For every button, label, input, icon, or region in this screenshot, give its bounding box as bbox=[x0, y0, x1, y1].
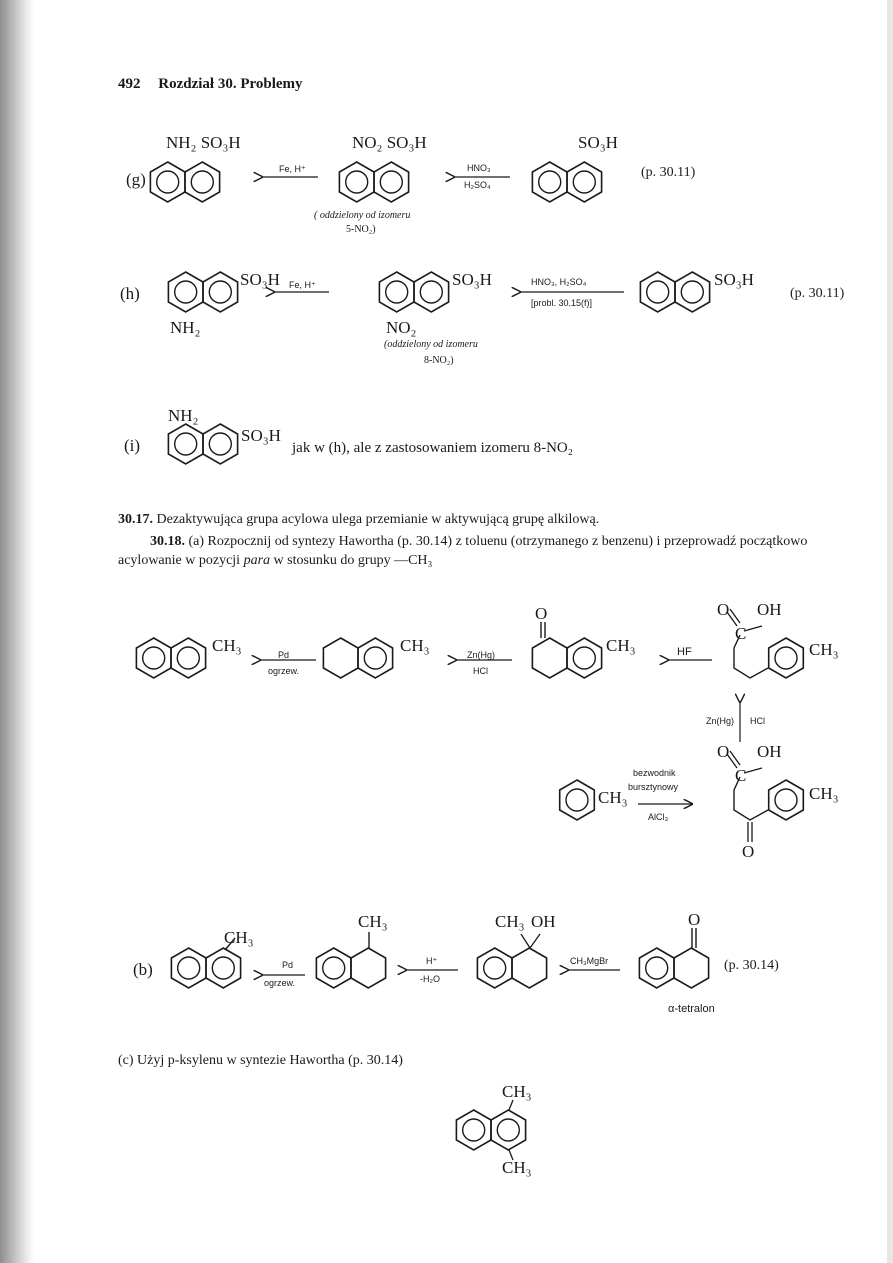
methyltetralin bbox=[323, 638, 392, 678]
scheme-b-ch3-2: CH₃ bbox=[358, 912, 388, 931]
scheme-a-hcl-2: HCl bbox=[750, 716, 765, 726]
scheme-a-ogrzew: ogrzew. bbox=[268, 666, 300, 676]
methyltetralone bbox=[532, 638, 601, 678]
toluene bbox=[560, 780, 595, 820]
row-h-product-sub-bottom: NH₂ bbox=[170, 318, 201, 337]
row-h-reference: (p. 30.11) bbox=[790, 286, 845, 301]
row-h-product-sub-right: SO₃H bbox=[240, 270, 280, 289]
paragraph-30-18 bbox=[118, 532, 830, 570]
scheme-a-hcl: HCl bbox=[473, 666, 488, 676]
scheme-a-c-acid: C bbox=[735, 624, 747, 643]
scheme-a-bursztynowy: bursztynowy bbox=[628, 782, 679, 792]
row-h-label: (h) bbox=[120, 284, 140, 303]
methylnaphthalene bbox=[136, 638, 205, 678]
keto-acid-ring bbox=[769, 780, 804, 820]
row-h-note-1: (oddzielony od izomeru bbox=[384, 339, 478, 350]
paragraph-30-17 bbox=[118, 510, 830, 529]
part-c-ch3-top: CH₃ bbox=[502, 1082, 532, 1101]
part-c-text: (c) Użyj p-ksylenu w syntezie Hawortha (p. 30.14) bbox=[118, 1053, 403, 1068]
scheme-a-znhg-2: Zn(Hg) bbox=[706, 716, 735, 726]
text-30-17: Dezaktywująca grupa acylowa ulega przemianie w aktywującą grupę alkilową. bbox=[156, 512, 600, 527]
naphthalene-h-start bbox=[640, 272, 709, 312]
text-30-18-a: (a) Rozpocznij od syntezy Hawortha (p. 30.14) z toluenu (otrzymanego z benzenu) i przeprowadź początkowo acylowanie w pozycji bbox=[118, 534, 808, 568]
part-c-ch3-bottom: CH₃ bbox=[502, 1158, 532, 1177]
scheme-a-hf: HF bbox=[677, 646, 692, 658]
number-30-18: 30.18. bbox=[150, 534, 185, 549]
row-i-text: jak w (h), ale z zastosowaniem izomeru 8-NO₂ bbox=[292, 440, 573, 456]
row-h-intermediate-sub-bottom: NO₂ bbox=[386, 318, 417, 337]
naphthalene-h-product bbox=[168, 272, 237, 312]
row-g-intermediate-substituents: NO₂ SO₃H bbox=[352, 133, 427, 152]
row-g-reference: (p. 30.11) bbox=[641, 165, 696, 180]
scheme-a-pd: Pd bbox=[278, 650, 290, 660]
text-30-18-para: para bbox=[243, 553, 271, 568]
row-g-reagent-1: Fe, H⁺ bbox=[279, 164, 306, 174]
scheme-a-znhg: Zn(Hg) bbox=[467, 650, 496, 660]
row-h-start-substituent: SO₃H bbox=[714, 270, 754, 289]
dimethylnaphthalene-c bbox=[456, 1110, 525, 1150]
row-g-reagent-2-bottom: H₂SO₄ bbox=[464, 180, 491, 190]
row-h-reagent-1: Fe, H⁺ bbox=[289, 280, 316, 290]
scheme-b-ch3mgbr: CH₃MgBr bbox=[570, 956, 609, 966]
scheme-a-c-keto-acid: C bbox=[735, 766, 747, 785]
chapter-title: Rozdział 30. Problemy bbox=[158, 76, 303, 92]
scheme-b-ogrzew: ogrzew. bbox=[264, 978, 296, 988]
row-g-label: (g) bbox=[126, 170, 146, 189]
scheme-b-ch3-1: CH₃ bbox=[224, 928, 254, 947]
row-h-note-2: 8-NO₂) bbox=[424, 355, 454, 366]
row-g-product-substituents: NH₂ SO₃H bbox=[166, 133, 241, 152]
naphthalene-h-intermediate bbox=[379, 272, 448, 312]
alpha-tetralon-caption: α-tetralon bbox=[668, 1003, 715, 1015]
row-g-reagent-2-top: HNO₃ bbox=[467, 163, 491, 173]
scheme-b-pd: Pd bbox=[282, 960, 294, 970]
row-i-sub-top: NH₂ bbox=[168, 406, 199, 425]
scheme-b-oh: OH bbox=[531, 912, 556, 931]
scheme-a-oh-acid: OH bbox=[757, 600, 782, 619]
row-g-note-1: ( oddzielony od izomeru bbox=[314, 210, 411, 221]
text-30-18-b: w stosunku do grupy —CH₃ bbox=[273, 553, 433, 568]
naphthalene-i bbox=[168, 424, 237, 464]
scheme-b-ch3-3: CH₃ bbox=[495, 912, 525, 931]
scheme-a-alcl3: AlCl₃ bbox=[648, 812, 669, 822]
scheme-a-ch3-5: CH₃ bbox=[809, 784, 839, 803]
naphthalene-g-product bbox=[150, 162, 219, 202]
scheme-a-o-acid: O bbox=[717, 600, 730, 619]
scheme-b-h-plus: H⁺ bbox=[426, 956, 438, 966]
row-g-start-substituent: SO₃H bbox=[578, 133, 618, 152]
row-h-intermediate-sub-right: SO₃H bbox=[452, 270, 492, 289]
scheme-a-o-keto: O bbox=[742, 842, 755, 861]
scheme-b-reference: (p. 30.14) bbox=[724, 958, 779, 973]
row-h-reagent-2-bottom: [probl. 30.15(f)] bbox=[531, 298, 593, 308]
scheme-a-oh-keto-acid: OH bbox=[757, 742, 782, 761]
tetralol-b bbox=[477, 948, 546, 988]
dihydronaphthalene-b bbox=[316, 948, 385, 988]
page-number: 492 bbox=[118, 76, 141, 92]
scheme-a-ch3-toluene: CH₃ bbox=[598, 788, 628, 807]
row-g-note-2: 5-NO₂) bbox=[346, 224, 376, 235]
naphthalene-g-intermediate bbox=[339, 162, 408, 202]
row-i-sub-right: SO₃H bbox=[241, 426, 281, 445]
row-i-label: (i) bbox=[124, 436, 141, 455]
scheme-a-ch3-2: CH₃ bbox=[400, 636, 430, 655]
scheme-b-minus-h2o: -H₂O bbox=[420, 974, 440, 984]
alpha-tetralone bbox=[639, 948, 708, 988]
number-30-17: 30.17. bbox=[118, 512, 153, 527]
scheme-a-ch3-3: CH₃ bbox=[606, 636, 636, 655]
scheme-a-o-keto-acid: O bbox=[717, 742, 730, 761]
scheme-a-ch3-4: CH₃ bbox=[809, 640, 839, 659]
scheme-a-o-ketone: O bbox=[535, 604, 548, 623]
naphthalene-g-start bbox=[532, 162, 601, 202]
dimethylnaphthalene-b bbox=[171, 948, 240, 988]
aryl-butanoic-acid-ring bbox=[769, 638, 804, 678]
scheme-b-label: (b) bbox=[133, 960, 153, 979]
scheme-a-bezwodnik: bezwodnik bbox=[633, 768, 676, 778]
scheme-a-ch3-1: CH₃ bbox=[212, 636, 242, 655]
row-h-reagent-2-top: HNO₃, H₂SO₄ bbox=[531, 277, 587, 287]
scheme-b-o: O bbox=[688, 910, 701, 929]
